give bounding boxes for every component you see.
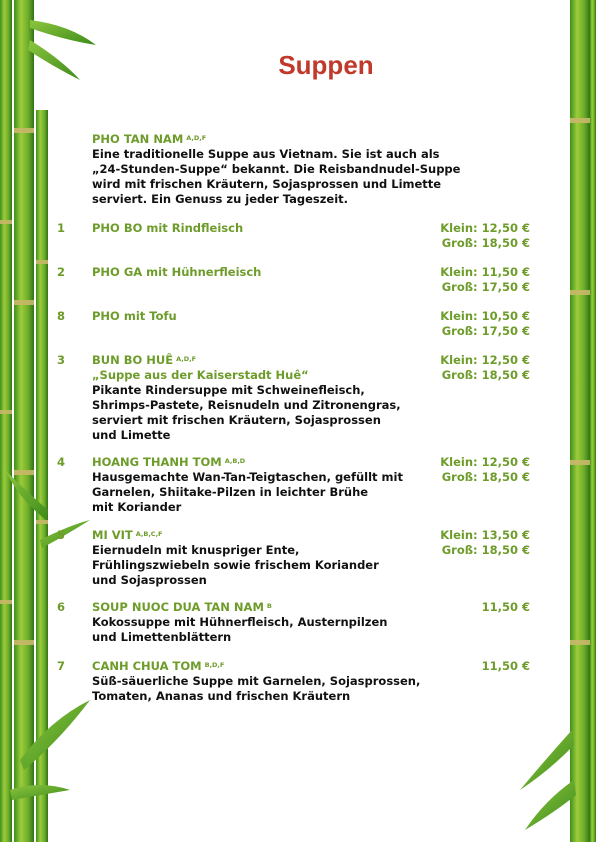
item-number: 3 xyxy=(57,353,66,367)
item-description-line: serviert mit frischen Kräutern, Sojasprossen xyxy=(92,413,381,427)
item-number: 6 xyxy=(57,600,66,614)
item-allergens: B xyxy=(266,602,272,610)
item-prices xyxy=(482,659,530,674)
item-description-line: mit Koriander xyxy=(92,500,182,514)
item-description-line: Garnelen, Shiitake-Pilzen in leichter Brühe xyxy=(92,485,369,499)
item-allergens: B,D,F xyxy=(204,661,225,669)
item-prices xyxy=(440,455,530,485)
item-description-line: Hausgemachte Wan-Tan-Teigtaschen, gefüllt mit xyxy=(92,470,403,484)
item-price: Groß: 18,50 € xyxy=(441,543,530,557)
item-price: Groß: 18,50 € xyxy=(441,236,530,250)
item-number: 2 xyxy=(57,265,66,279)
item-number: 8 xyxy=(57,309,66,323)
item-name: CANH CHUA TOM $^{B,D,F}$ xyxy=(92,659,225,673)
item-price: Groß: 18,50 € xyxy=(441,368,530,382)
item-name: PHO GA mit Hühnerfleisch xyxy=(92,265,262,279)
intro-line: Eine traditionelle Suppe aus Vietnam. Sie ist auch als xyxy=(92,147,440,161)
item-number: 7 xyxy=(57,659,66,673)
item-prices xyxy=(440,353,530,383)
item-prices xyxy=(440,221,530,251)
item-description-line: und Limettenblättern xyxy=(92,630,232,644)
item-prices xyxy=(440,309,530,339)
item-description-line: Eiernudeln mit knuspriger Ente, xyxy=(92,543,300,557)
item-body xyxy=(92,353,452,443)
item-description-line: Shrimps-Pastete, Reisnudeln und Zitronengras, xyxy=(92,398,401,412)
item-name: MI VIT $^{A,B,C,F}$ xyxy=(92,528,163,542)
intro-allergens: A,D,F xyxy=(186,134,207,142)
item-prices xyxy=(440,528,530,558)
item-price: Klein: 10,50 € xyxy=(440,309,530,323)
item-description-line: und Limette xyxy=(92,428,171,442)
item-name: SOUP NUOC DUA TAN NAM $^B$ xyxy=(92,600,272,614)
item-body xyxy=(92,309,452,324)
item-body xyxy=(92,659,452,704)
item-subtitle: „Suppe aus der Kaiserstadt Huê“ xyxy=(92,368,309,382)
item-body xyxy=(92,455,452,515)
item-description-line: Tomaten, Ananas und frischen Kräutern xyxy=(92,689,351,703)
item-name: BUN BO HUÊ $^{A,D,F}$ xyxy=(92,353,197,367)
intro-name: PHO TAN NAM $^{A,D,F}$ xyxy=(92,132,207,146)
item-allergens: A,D,F xyxy=(176,355,197,363)
item-description-line: Pikante Rindersuppe mit Schweinefleisch, xyxy=(92,383,365,397)
item-description-line: und Sojasprossen xyxy=(92,573,207,587)
item-body xyxy=(92,221,452,236)
item-price: Klein: 12,50 € xyxy=(440,353,530,367)
item-number: 1 xyxy=(57,221,66,235)
intro-line: wird mit frischen Kräutern, Sojasprossen und Limette xyxy=(92,177,442,191)
item-price: Groß: 17,50 € xyxy=(441,324,530,338)
item-name: PHO BO mit Rindfleisch xyxy=(92,221,244,235)
item-price: Klein: 12,50 € xyxy=(440,221,530,235)
item-allergens: A,B,C,F xyxy=(135,530,163,538)
item-price: 11,50 € xyxy=(481,659,530,673)
item-description-line: Süß-säuerliche Suppe mit Garnelen, Sojasprossen, xyxy=(92,674,421,688)
page-title: Suppen xyxy=(278,50,374,80)
item-prices xyxy=(440,265,530,295)
item-price: 11,50 € xyxy=(481,600,530,614)
item-number: 4 xyxy=(57,455,66,469)
item-price: Groß: 17,50 € xyxy=(441,280,530,294)
item-name: PHO mit Tofu xyxy=(92,309,177,323)
item-body xyxy=(92,600,452,645)
item-prices xyxy=(482,600,530,615)
item-body xyxy=(92,528,452,588)
item-allergens: A,B,D xyxy=(224,457,246,465)
item-body xyxy=(92,265,452,280)
item-description-line: Frühlingszwiebeln sowie frischem Koriander xyxy=(92,558,379,572)
item-price: Klein: 13,50 € xyxy=(440,528,530,542)
item-name: HOANG THANH TOM $^{A,B,D}$ xyxy=(92,455,246,469)
item-number: 5 xyxy=(57,528,66,542)
item-price: Groß: 18,50 € xyxy=(441,470,530,484)
item-price: Klein: 11,50 € xyxy=(440,265,530,279)
intro-line: serviert. Ein Genuss zu jeder Tageszeit. xyxy=(92,192,349,206)
intro-item xyxy=(92,132,492,207)
item-price: Klein: 12,50 € xyxy=(440,455,530,469)
intro-line: „24-Stunden-Suppe“ bekannt. Die Reisbandnudel-Suppe xyxy=(92,162,461,176)
item-description-line: Kokossuppe mit Hühnerfleisch, Austernpilzen xyxy=(92,615,388,629)
